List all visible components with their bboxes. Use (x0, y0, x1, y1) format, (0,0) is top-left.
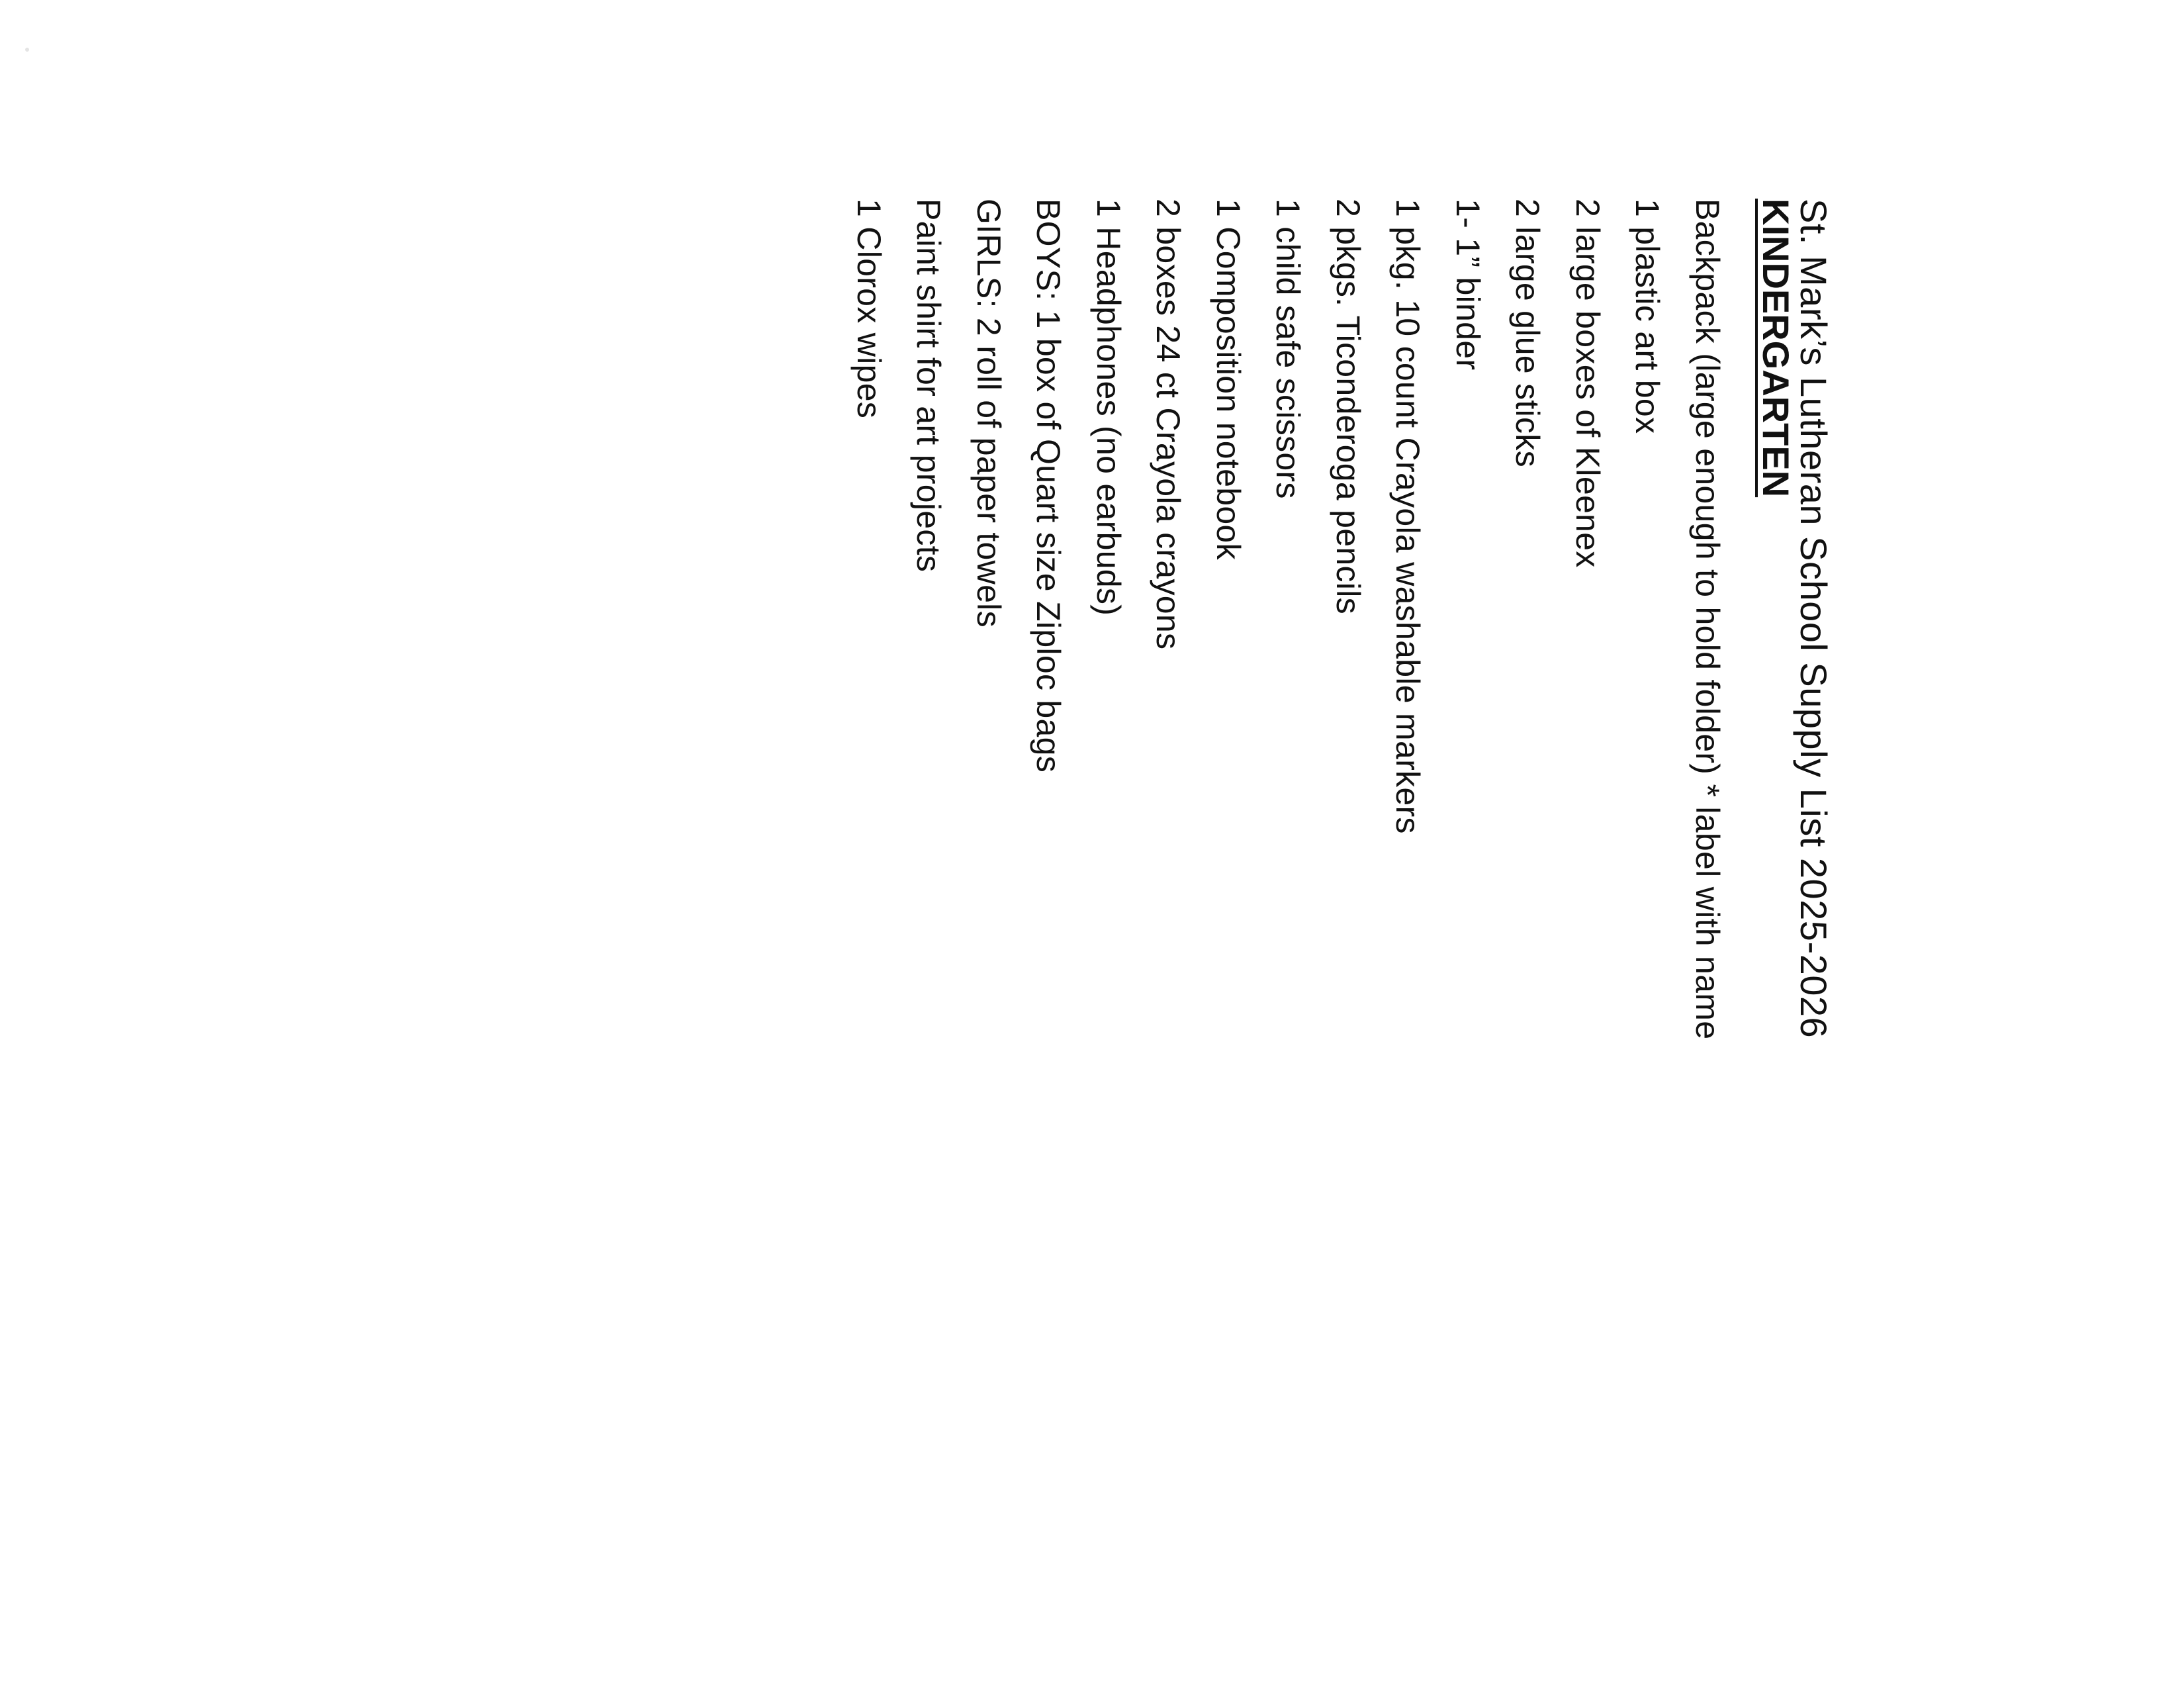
list-item: Paint shirt for art projects (910, 199, 948, 573)
list-item: 1 Clorox wipes (850, 199, 887, 419)
document-title: St. Mark’s Lutheran School Supply List 2025-2026 (1793, 199, 1835, 1039)
supply-list (839, 199, 1738, 1039)
list-item: 2 boxes 24 ct Crayola crayons (1150, 199, 1187, 650)
list-item: 1 Composition notebook (1210, 199, 1247, 560)
scan-speck (25, 48, 29, 52)
list-item: 2 large glue sticks (1509, 199, 1547, 467)
grade-heading: KINDERGARTEN (1755, 199, 1797, 498)
list-item: 1 child safe scissors (1269, 199, 1307, 499)
list-item: BOYS: 1 box of Quart size Ziploc bags (1030, 199, 1068, 773)
list-item: 2 large boxes of Kleenex (1569, 199, 1606, 568)
list-item: 1 plastic art box (1629, 199, 1666, 434)
list-item: 1 Headphones (no earbuds) (1090, 199, 1127, 616)
list-item: GIRLS: 2 roll of paper towels (970, 199, 1007, 628)
list-item: 1- 1” binder (1449, 199, 1486, 371)
list-item: Backpack (large enough to hold folder) * label with name (1689, 199, 1726, 1040)
list-item: 1 pkg. 10 count Crayola washable markers (1389, 199, 1427, 834)
list-item: 2 pkgs. Ticonderoga pencils (1330, 199, 1367, 614)
